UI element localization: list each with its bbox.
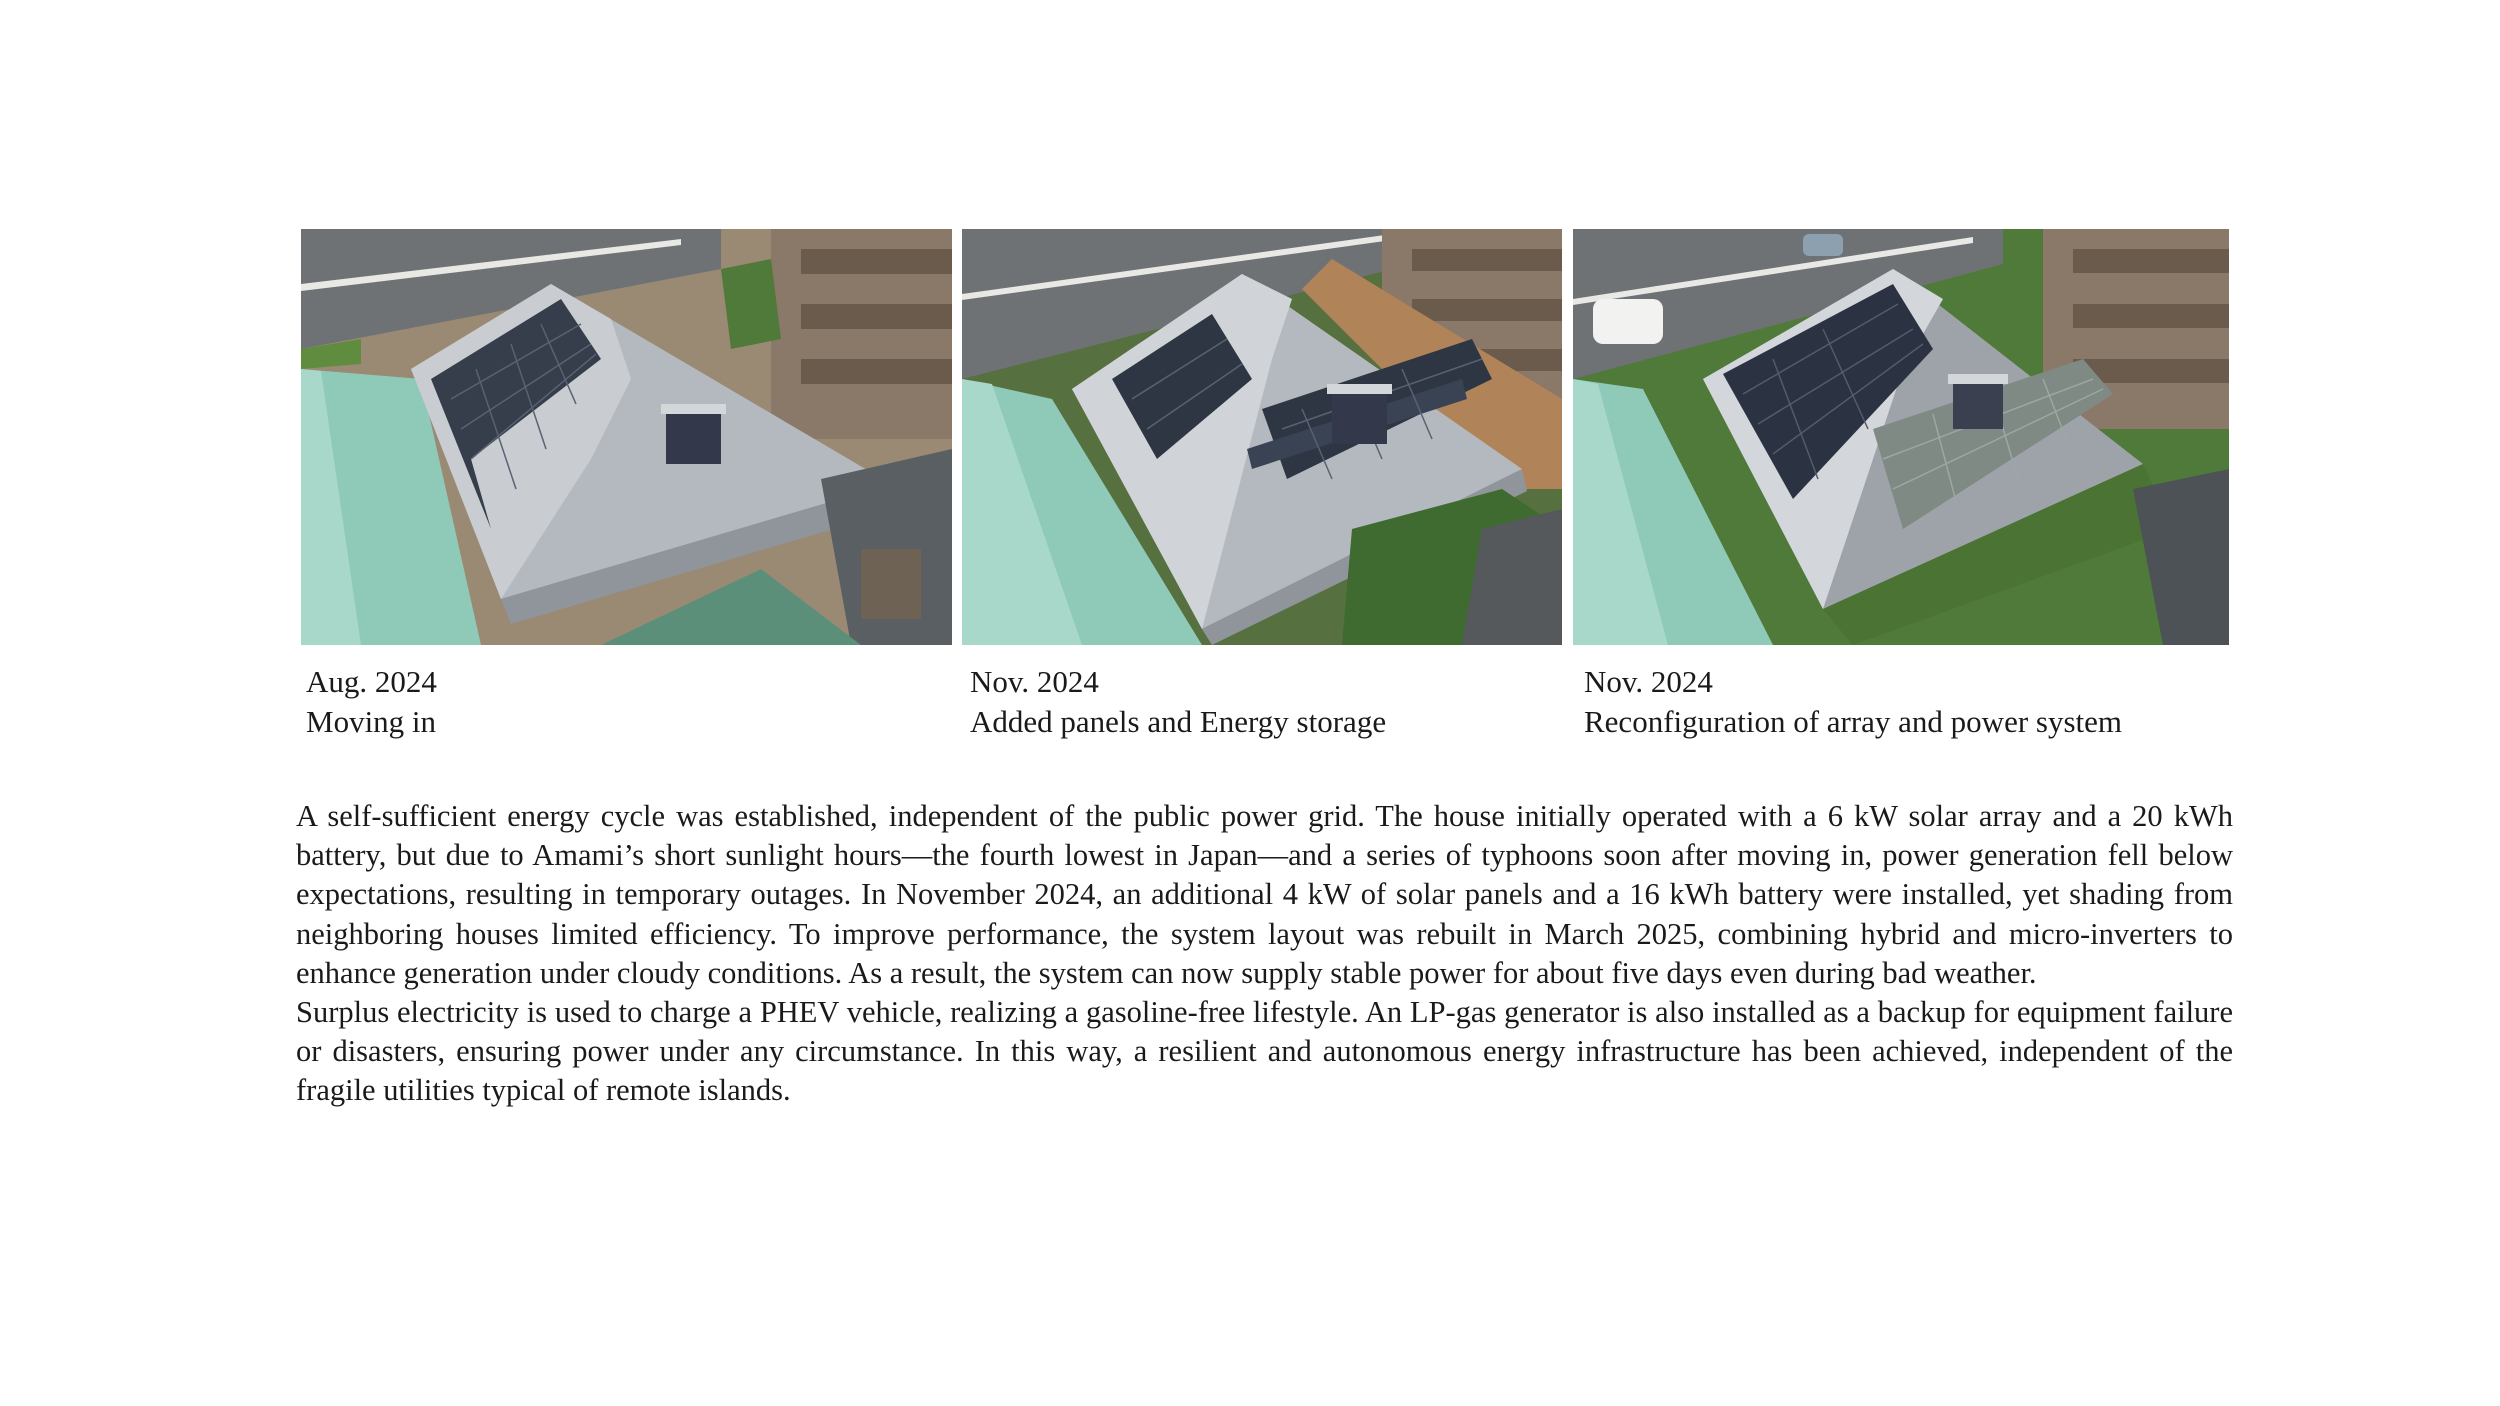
house-roof-image: [301, 229, 952, 645]
caption-description: Added panels and Energy storage: [970, 704, 1387, 739]
caption-description: Reconfiguration of array and power system: [1584, 704, 2123, 739]
aerial-photo-nov-2024-reconfiguration: [1573, 229, 2229, 645]
body-text: [296, 797, 2233, 1111]
caption-date: Aug. 2024: [306, 664, 437, 699]
house-roof-image: [1573, 229, 2229, 645]
figure-caption: [306, 662, 437, 742]
paragraph: Surplus electricity is used to charge a PHEV vehicle, realizing a gasoline-free lifestyle. An LP-gas generator is also installed as a backup for equipment failure or disasters, ensuring power under any circumstance. In this way, a resilient and autonomous energy infrastructure has been achieved, independent of the fragile utilities typical of remote islands.: [296, 995, 2233, 1108]
caption-date: Nov. 2024: [1584, 664, 1713, 699]
house-roof-image: [962, 229, 1562, 645]
caption-description: Moving in: [306, 704, 437, 739]
paragraph: A self-sufficient energy cycle was established, independent of the public power grid. The house initially operated with a 6 kW solar array and a 20 kWh battery, but due to Amami’s short sunlight hours—the fourth lowest in Japan—and a series of typhoons soon after moving in, power generation fell below expectations, resulting in temporary outages. In November 2024, an additional 4 kW of solar panels and a 16 kWh battery were installed, yet shading from neighboring houses limited efficiency. To improve performance, the system layout was rebuilt in March 2025, combining hybrid and micro-inverters to enhance generation under cloudy conditions. As a result, the system can now supply stable power for about five days even during bad weather.: [296, 799, 2233, 990]
figure-caption: [970, 662, 1386, 742]
aerial-photo-aug-2024: [301, 229, 952, 645]
caption-date: Nov. 2024: [970, 664, 1099, 699]
aerial-photo-nov-2024-added-panels: [962, 229, 1562, 645]
figure-caption: [1584, 662, 2122, 742]
